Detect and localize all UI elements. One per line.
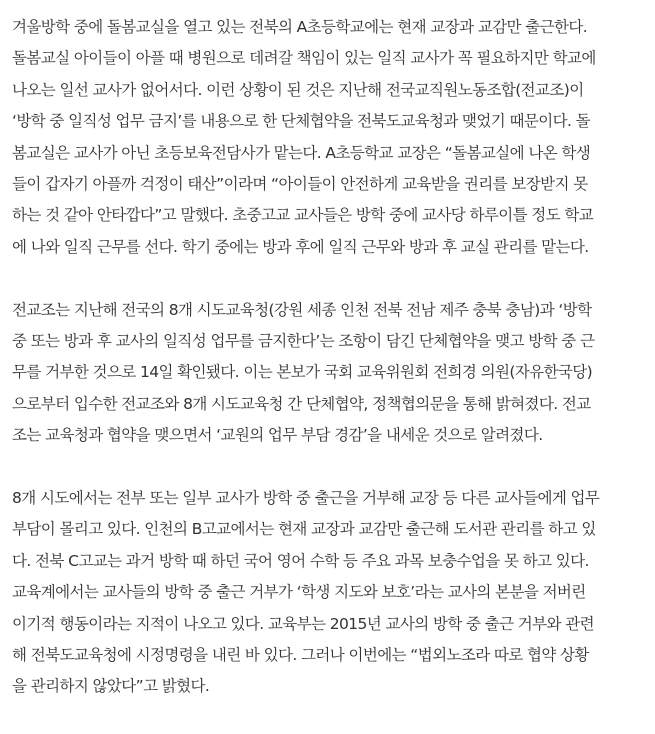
text-line: 봄교실은 교사가 아닌 초등보육전담사가 맡는다. A초등학교 교장은 “돌봄교실에 나온 학생 (12, 143, 591, 162)
paragraph-2 (12, 295, 637, 452)
text-line: 이기적 행동이라는 지적이 나오고 있다. 교육부는 2015년 교사의 방학 중 출근 거부와 관련 (12, 614, 594, 633)
text-line: 교육계에서는 교사들의 방학 중 출근 거부가 ‘학생 지도와 보호’라는 교사의 본분을 저버린 (12, 583, 586, 602)
paragraph-3 (12, 483, 637, 703)
text-line: 조는 교육청과 협약을 맺으면서 ‘교원의 업무 부담 경감’을 내세운 것으로 알려졌다. (12, 426, 543, 445)
text-line: 에 나와 일직 근무를 선다. 학기 중에는 방과 후에 일직 근무와 방과 후 교실 관리를 맡는다. (12, 237, 589, 256)
text-line: 다. 전북 C고교는 과거 방학 때 하던 국어 영어 수학 등 주요 과목 보충수업을 못 하고 있다. (12, 551, 589, 570)
text-line: 을 관리하지 않았다”고 밝혔다. (12, 677, 210, 696)
text-line: 들이 갑자기 아플까 걱정이 태산”이라며 “아이들이 안전하게 교육받을 권리를 보장받지 못 (12, 174, 588, 193)
text-line: 8개 시도에서는 전부 또는 일부 교사가 방학 중 출근을 거부해 교장 등 다른 교사들에게 업무 (12, 489, 600, 508)
text-line: 겨울방학 중에 돌봄교실을 열고 있는 전북의 A초등학교에는 현재 교장과 교감만 출근한다. (12, 18, 588, 36)
text-line: 전교조는 지난해 전국의 8개 시도교육청(강원 세종 인천 전북 전남 제주 충북 충남)과 ‘방학 (12, 300, 592, 319)
text-line: 하는 것 같아 안타깝다”고 말했다. 초중고교 교사들은 방학 중에 교사당 하루이틀 정도 학교 (12, 206, 594, 225)
paragraph-1 (12, 12, 637, 263)
text-line: 무를 거부한 것으로 14일 확인됐다. 이는 본보가 국회 교육위원회 전희경 의원(자유한국당) (12, 363, 593, 382)
text-line: 돌봄교실 아이들이 아플 때 병원으로 데려갈 책임이 있는 일직 교사가 꼭 필요하지만 학교에 (12, 49, 596, 68)
text-line: 나오는 일선 교사가 없어서다. 이런 상황이 된 것은 지난해 전국교직원노동조합(전교조)이 (12, 80, 584, 99)
text-line: 부담이 몰리고 있다. 인천의 B고교에서는 현재 교장과 교감만 출근해 도서관 관리를 하고 있 (12, 520, 596, 539)
text-line: 중 또는 방과 후 교사의 일직성 업무를 금지한다’는 조항이 담긴 단체협약을 맺고 방학 중 근 (12, 332, 595, 351)
text-line: ‘방학 중 일직성 업무 금지’를 내용으로 한 단체협약을 전북도교육청과 맺었기 때문이다. 돌 (12, 112, 591, 131)
text-line: 해 전북도교육청에 시정명령을 내린 바 있다. 그러나 이번에는 “법외노조라 따로 협약 상황 (12, 646, 589, 665)
text-line: 으로부터 입수한 전교조와 8개 시도교육청 간 단체협약, 정책협의문을 통해 밝혀졌다. 전교 (12, 394, 591, 413)
